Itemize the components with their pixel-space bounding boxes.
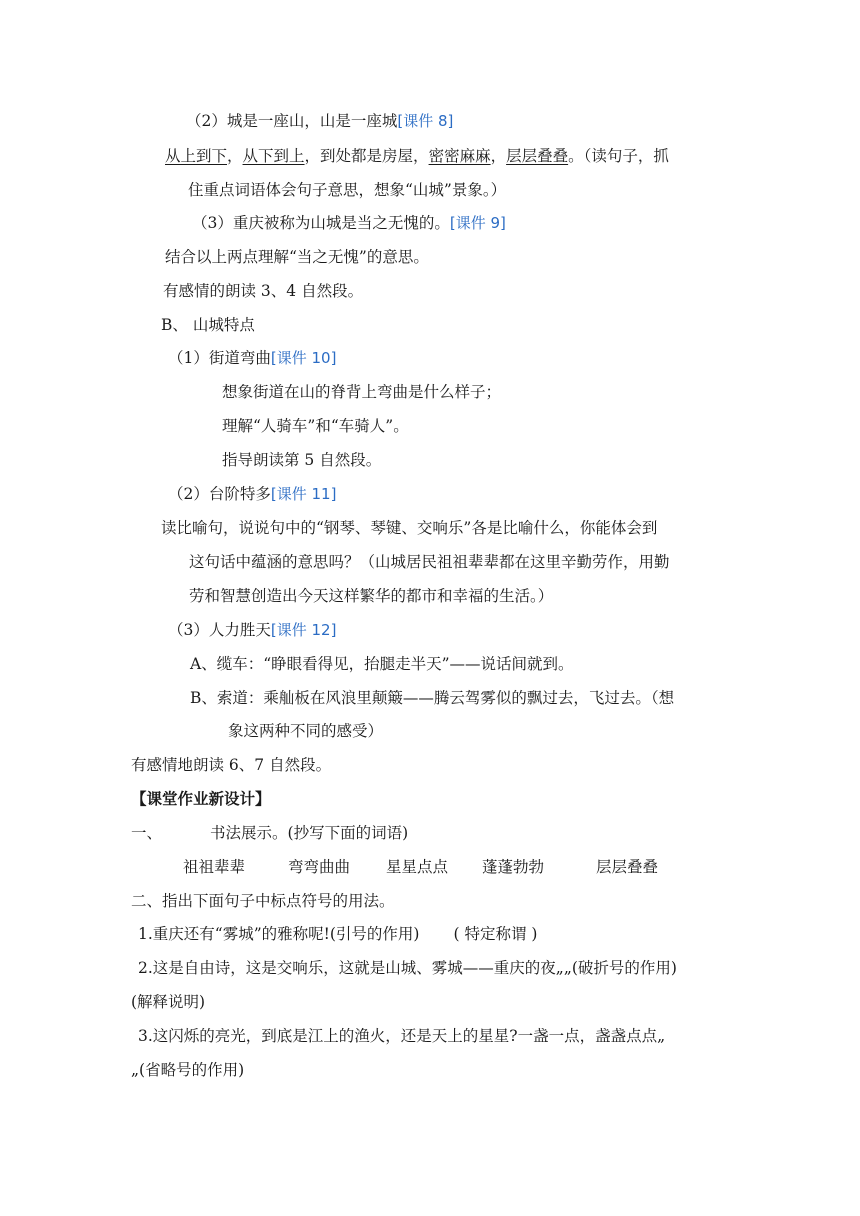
- underlined-word: 层层叠叠: [506, 147, 569, 165]
- answer-text: ( 特定称谓 ): [453, 925, 538, 943]
- copy-word: 星星点点: [386, 858, 449, 876]
- copy-words-row: [183, 856, 658, 878]
- underlined-word: 从下到上: [242, 147, 305, 165]
- punctuation-item-3: 3.这闪烁的亮光，到底是江上的渔火，还是天上的星星?一盏一点，盏盏点点„: [138, 1027, 666, 1045]
- steps-paragraph: 劳和智慧创造出今天这样繁华的都市和幸福的生活。）: [189, 587, 554, 605]
- ropeway-line: 象这两种不同的感受）: [228, 722, 384, 740]
- underlined-word: 密密麻麻: [428, 147, 491, 165]
- underlined-word: 从上到下: [165, 147, 228, 165]
- homework-heading: 【课堂作业新设计】: [131, 789, 271, 808]
- copy-word: 弯弯曲曲: [288, 858, 351, 876]
- answer-text: (解释说明): [131, 993, 206, 1011]
- steps-paragraph: 这句话中蕴涵的意思吗？（山城居民祖祖辈辈都在这里辛勤劳作，用勤: [189, 553, 670, 571]
- item-3-continuation: „(省略号的作用): [131, 1061, 245, 1079]
- section-2-line: （2）城是一座山，山是一座城[课件 8]: [186, 112, 454, 130]
- copy-word: 蓬蓬勃勃: [482, 858, 545, 876]
- ropeway-line: B、索道：乘舢板在风浪里颠簸——腾云驾雾似的飘过去，飞过去。（想: [190, 689, 675, 707]
- copy-word: 祖祖辈辈: [183, 858, 246, 876]
- cable-car-line: A、缆车：“睁眼看得见，抬腿走半天”——说话间就到。: [190, 655, 574, 673]
- street-heading: （1）街道弯曲[课件 10]: [168, 349, 337, 367]
- combine-line: 结合以上两点理解“当之无愧”的意思。: [165, 248, 429, 266]
- question-1: 一、 书法展示。(抄写下面的词语): [131, 824, 409, 842]
- part-b-heading: B、 山城特点: [161, 316, 255, 334]
- power-heading: （3）人力胜天[课件 12]: [168, 621, 337, 639]
- street-item: 理解“人骑车”和“车骑人”。: [222, 417, 409, 435]
- read-3-4-line: 有感情的朗读 3、4 自然段。: [163, 282, 364, 300]
- question-2: 二、指出下面句子中标点符号的用法。: [131, 892, 395, 910]
- courseware-link-12[interactable]: [课件 12]: [270, 621, 337, 639]
- courseware-link-8[interactable]: [课件 8]: [397, 112, 454, 130]
- punctuation-item-1: 1.重庆还有“雾城”的雅称呢!(引号的作用) ( 特定称谓 ): [138, 925, 538, 943]
- section-3-line: （3）重庆被称为山城是当之无愧的。[课件 9]: [192, 214, 506, 232]
- street-item: 想象街道在山的脊背上弯曲是什么样子；: [222, 383, 502, 401]
- punctuation-item-2: 2.这是自由诗，这是交响乐，这就是山城、雾城——重庆的夜„„(破折号的作用): [138, 959, 677, 977]
- sentence-line-1: 从上到下，从下到上，到处都是房屋，密密麻麻，层层叠叠。（读句子，抓: [165, 147, 669, 165]
- read-6-7-line: 有感情地朗读 6、7 自然段。: [131, 756, 332, 774]
- courseware-link-9[interactable]: [课件 9]: [449, 214, 506, 232]
- steps-heading: （2）台阶特多[课件 11]: [168, 485, 337, 503]
- street-item: 指导朗读第 5 自然段。: [222, 451, 382, 469]
- courseware-link-10[interactable]: [课件 10]: [270, 349, 337, 367]
- sentence-line-2: 住重点词语体会句子意思，想象“山城”景象。）: [188, 181, 507, 199]
- courseware-link-11[interactable]: [课件 11]: [270, 485, 337, 503]
- copy-word: 层层叠叠: [596, 858, 659, 876]
- steps-paragraph: 读比喻句，说说句中的“钢琴、琴键、交响乐”各是比喻什么，你能体会到: [161, 519, 658, 537]
